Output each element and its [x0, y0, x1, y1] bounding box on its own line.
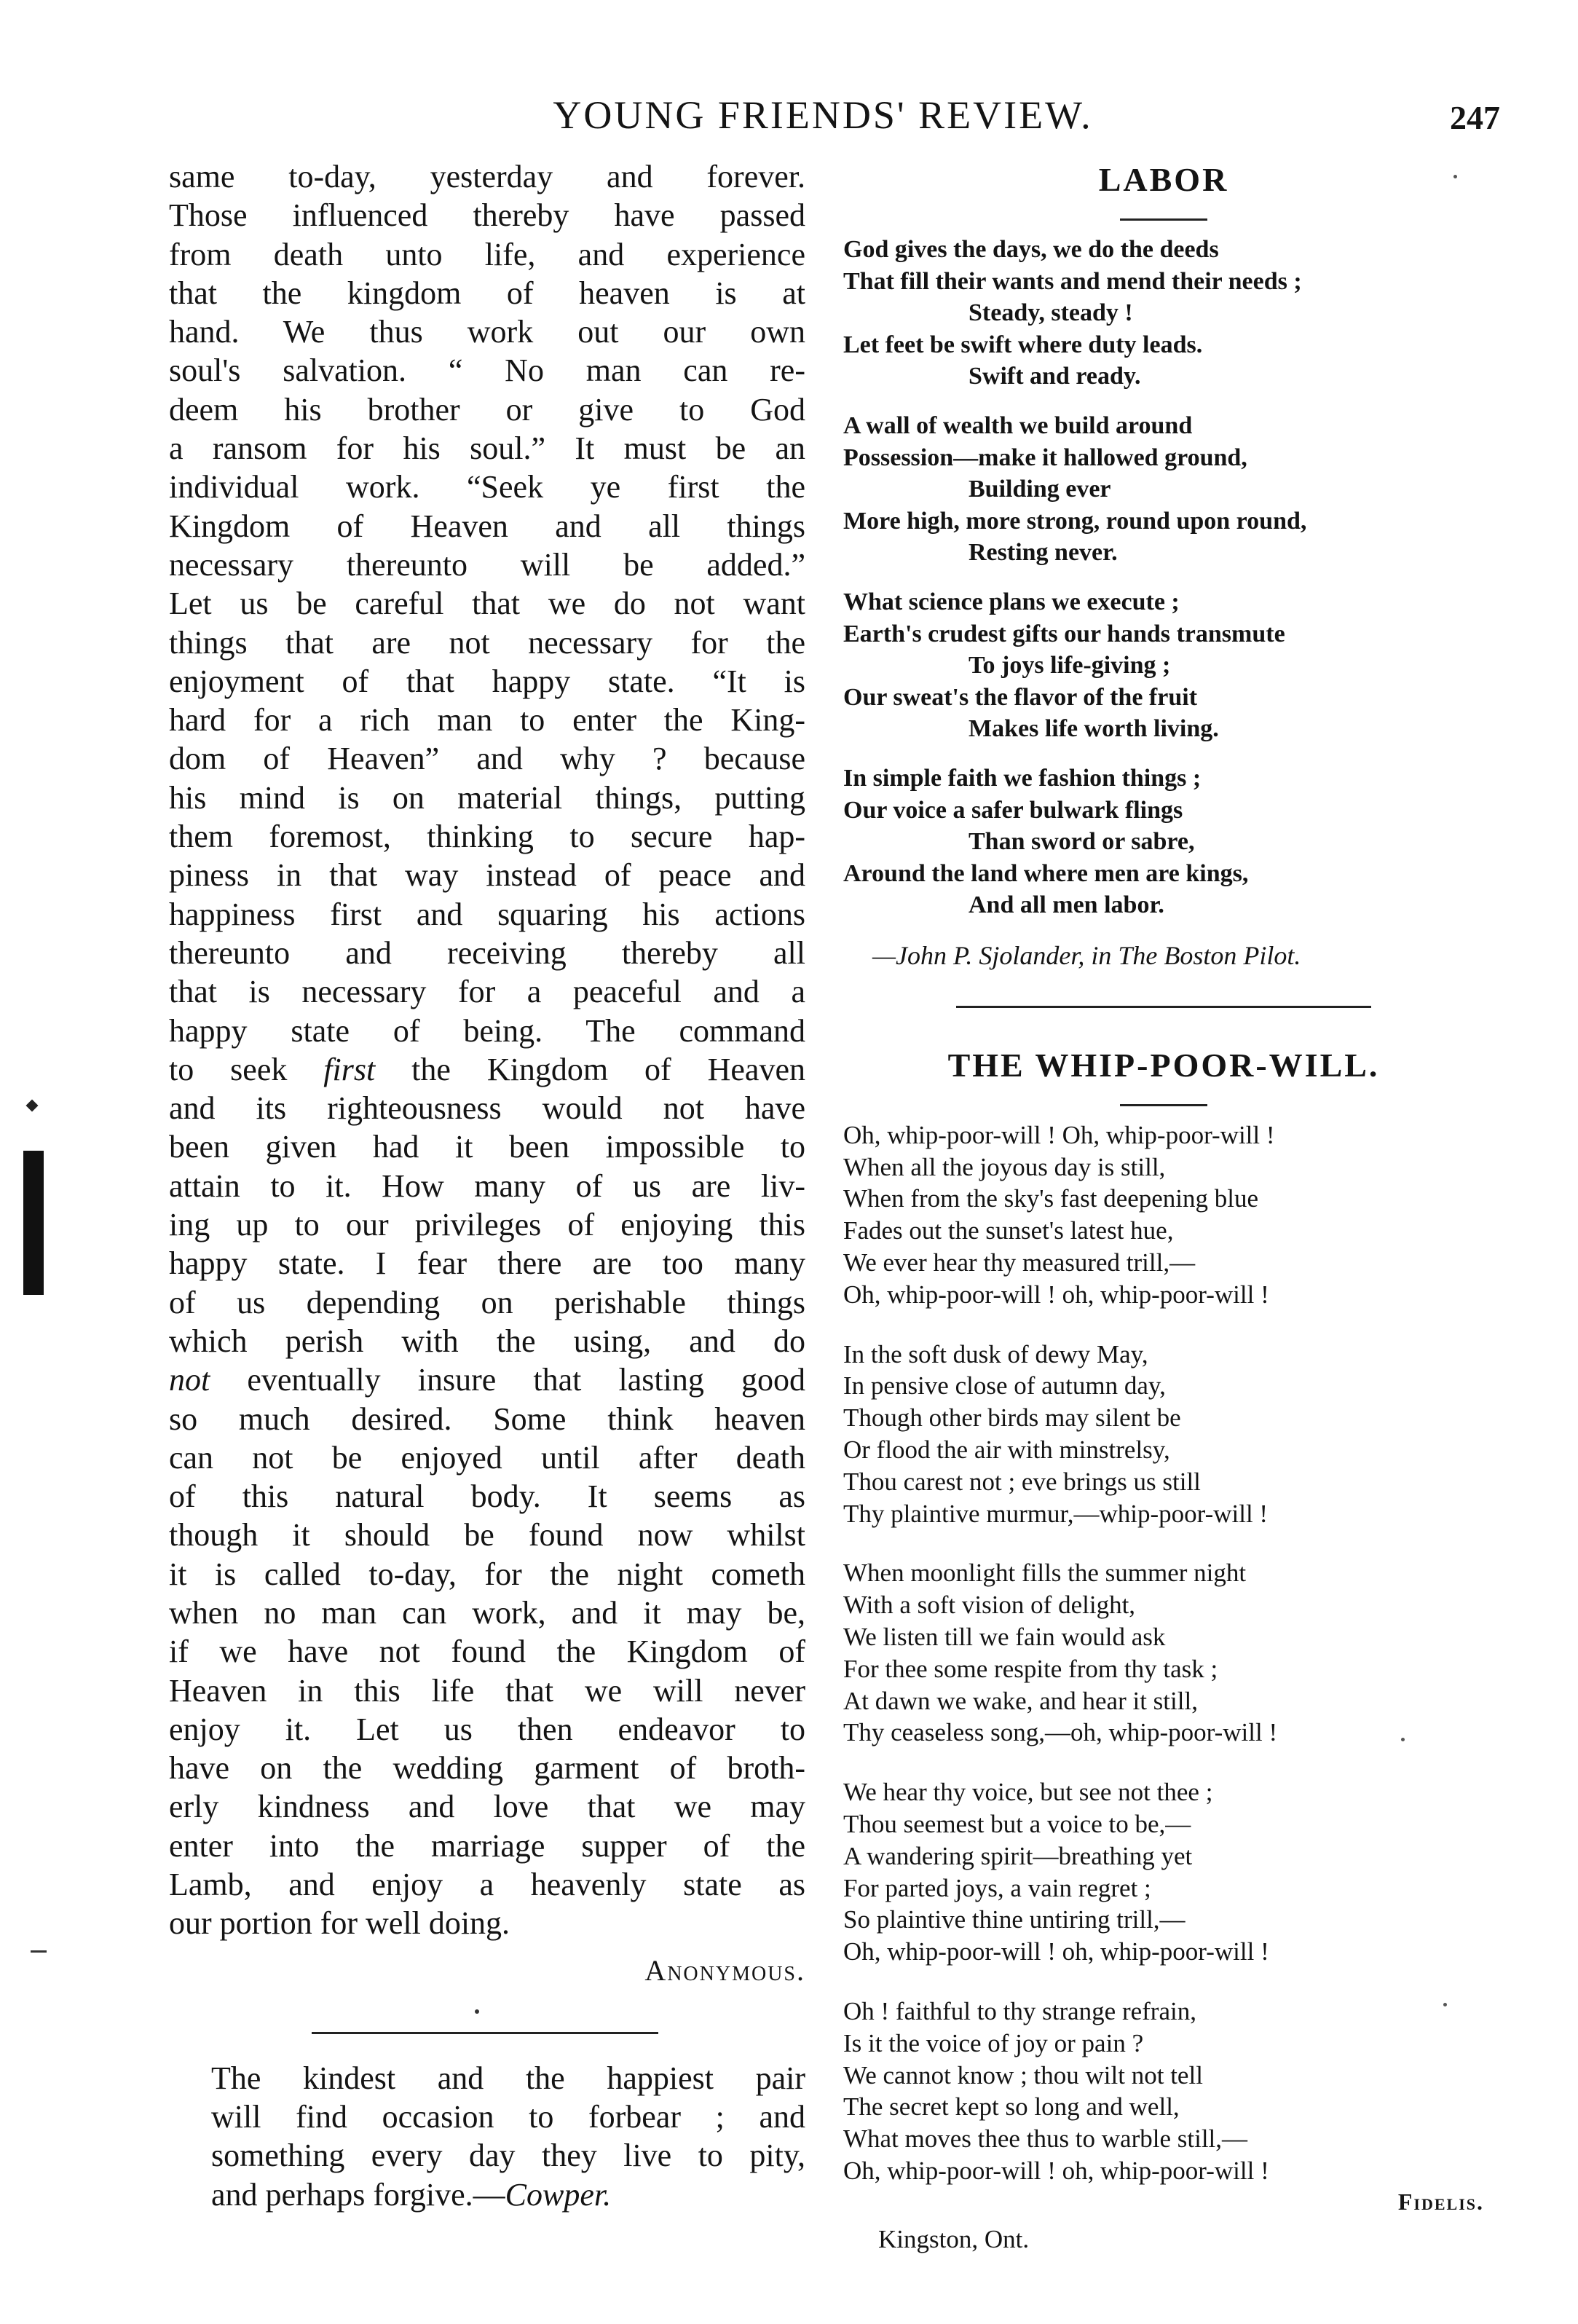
verse-line: Steady, steady ! [969, 299, 1133, 327]
verse-line: Thou seemest but a voice to be,— [843, 1810, 1191, 1839]
poem-divider [956, 1006, 1371, 1008]
margin-mark [26, 1100, 39, 1112]
verse-line: Oh ! faithful to thy strange refrain, [843, 1997, 1196, 2025]
verse-line: The secret kept so long and well, [843, 2092, 1180, 2122]
verse-line: In the soft dusk of dewy May, [843, 1339, 1148, 1368]
emphasis: not [169, 1362, 210, 1398]
verse-line: When moonlight fills the summer night [843, 1559, 1247, 1588]
verse-line: In pensive close of autumn day, [843, 1371, 1166, 1401]
essay-line: Kingdom of Heaven and all things [169, 508, 805, 544]
page-number: 247 [1450, 99, 1500, 136]
essay-line: Let us be careful that we do not want [169, 586, 805, 622]
verse-line: In simple faith we fashion things ; [843, 764, 1202, 792]
stanza [843, 586, 1484, 745]
margin-bar [23, 1151, 44, 1295]
verse-line: What moves thee thus to warble still,— [843, 2124, 1248, 2154]
poem-place: Kingston, Ont. [878, 2224, 1030, 2253]
essay-line: happy state. I fear there are too many [169, 1245, 805, 1282]
essay-line: happy state of being. The command [169, 1012, 805, 1049]
essay-signature: Anonymous. [644, 1953, 805, 1987]
verse-line: Fades out the sunset's latest hue, [843, 1216, 1174, 1245]
stray-mark [1401, 1738, 1405, 1741]
essay-line: enjoyment of that happy state. “It is [169, 663, 805, 699]
verse-line: When from the sky's fast deepening blue [843, 1184, 1259, 1213]
essay-line: individual work. “Seek ye first the [169, 469, 805, 505]
verse-line: Makes life worth living. [969, 715, 1219, 743]
labor-stanzas [843, 234, 1484, 921]
quote-line [211, 2175, 805, 2214]
verse-line: Thou carest not ; eve brings us still [843, 1467, 1201, 1496]
verse-line: We hear thy voice, but see not thee ; [843, 1778, 1213, 1807]
verse-line: Than sword or sabre, [969, 828, 1195, 856]
verse-line: With a soft vision of delight, [843, 1591, 1136, 1620]
verse-line: Around the land where men are kings, [843, 859, 1249, 887]
verse-line: Resting never. [969, 539, 1118, 567]
quote-line: The kindest and the happiest pair [211, 2060, 805, 2096]
essay-line: Those influenced thereby have passed [169, 197, 805, 234]
quote-line: will find occasion to forbear ; and [211, 2098, 805, 2135]
title-rule [1120, 1104, 1207, 1106]
quote-last-text: and perhaps forgive.— [211, 2176, 505, 2213]
stanza [843, 410, 1484, 569]
verse-line: Oh, whip-poor-will ! oh, whip-poor-will ! [843, 1937, 1269, 1966]
essay-line: Heaven in this life that we will never [169, 1672, 805, 1709]
essay-line: same to-day, yesterday and forever. [169, 159, 805, 194]
running-title: YOUNG FRIENDS' REVIEW. [553, 93, 1093, 137]
essay-line: it is called to-day, for the night cometh [169, 1556, 805, 1592]
poem-title-whippoorwill: THE WHIP-POOR-WILL. [947, 1046, 1380, 1084]
title-rule [1120, 218, 1207, 221]
essay-line: things that are not necessary for the [169, 624, 805, 661]
stanza [843, 1339, 1484, 1530]
divider-dot [475, 2009, 479, 2014]
verse-line: More high, more strong, round upon round, [843, 507, 1307, 535]
essay-line: dom of Heaven” and why ? because [169, 741, 805, 777]
verse-line: To joys life-giving ; [969, 652, 1171, 680]
verse-line: Possession—make it hallowed ground, [843, 444, 1247, 471]
quote-citation: Cowper. [505, 2176, 612, 2213]
essay-line: of us depending on perishable things [169, 1284, 805, 1320]
verse-line: Earth's crudest gifts our hands transmute [843, 620, 1285, 647]
stray-mark [1443, 2003, 1447, 2006]
labor-attribution: —John P. Sjolander, in The Boston Pilot. [872, 940, 1301, 970]
poem-whippoorwill [843, 1044, 1484, 2256]
stray-mark [1453, 175, 1457, 178]
essay-line: that is necessary for a peaceful and a [169, 974, 805, 1010]
essay-line: thereunto and receiving thereby all [169, 934, 805, 971]
quote-line: something every day they live to pity, [211, 2138, 805, 2174]
essay-line: ing up to our privileges of enjoying this [169, 1207, 805, 1243]
right-column [843, 159, 1484, 2256]
essay-line: have on the wedding garment of broth- [169, 1750, 805, 1787]
verse-line: Let feet be swift where duty leads. [843, 331, 1203, 358]
verse-line: We cannot know ; thou wilt not tell [843, 2060, 1203, 2089]
margin-dash [31, 1950, 47, 1953]
verse-line: Building ever [969, 476, 1111, 503]
stanza [843, 1557, 1484, 1749]
essay-line: when no man can work, and it may be, [169, 1594, 805, 1631]
verse-line: Our sweat's the flavor of the fruit [843, 683, 1198, 711]
essay-line: can not be enjoyed until after death [169, 1439, 805, 1476]
verse-line: When all the joyous day is still, [843, 1152, 1166, 1181]
essay-line: though it should be found now whilst [169, 1517, 805, 1553]
essay-line: happiness first and squaring his actions [169, 896, 805, 932]
essay-line: Lamb, and enjoy a heavenly state as [169, 1867, 805, 1903]
stanza [843, 763, 1484, 921]
stanza [843, 1776, 1484, 1968]
stanza [843, 1996, 1484, 2187]
verse-line: Oh, whip-poor-will ! oh, whip-poor-will ! [843, 2156, 1269, 2185]
poem-signoff: Fidelis. [1397, 2188, 1484, 2215]
verse-line: So plaintive thine untiring trill,— [843, 1905, 1186, 1934]
essay-line: erly kindness and love that we may [169, 1789, 805, 1825]
essay-line: from death unto life, and experience [169, 236, 805, 272]
verse-line: We ever hear thy measured trill,— [843, 1248, 1196, 1277]
verse-line: Oh, whip-poor-will ! oh, whip-poor-will ! [843, 1280, 1269, 1309]
verse-line: Though other birds may silent be [843, 1403, 1181, 1433]
essay-line: a ransom for his soul.” It must be an [169, 430, 805, 467]
verse-line: Oh, whip-poor-will ! Oh, whip-poor-will ! [843, 1120, 1275, 1149]
essay-text [169, 157, 805, 1943]
stanza [843, 1119, 1484, 1311]
essay-line: deem his brother or give to God [169, 391, 805, 428]
essay-line: soul's salvation. “ No man can re- [169, 352, 805, 389]
essay-line: his mind is on material things, putting [169, 779, 805, 816]
verse-line: For thee some respite from thy task ; [843, 1654, 1218, 1683]
verse-line: Swift and ready. [969, 363, 1141, 390]
essay-line: necessary thereunto will be added.” [169, 546, 805, 583]
essay-line: so much desired. Some think heaven [169, 1401, 805, 1437]
essay-line: of this natural body. It seems as [169, 1478, 805, 1515]
essay-line: and its righteousness would not have [169, 1090, 805, 1127]
verse-line: Is it the voice of joy or pain ? [843, 2028, 1144, 2057]
poem-title-labor: LABOR [1098, 161, 1229, 198]
verse-line: Thy ceaseless song,—oh, whip-poor-will ! [843, 1718, 1278, 1747]
cowper-quote [211, 2059, 805, 2214]
stanza [843, 234, 1484, 393]
verse-line: What science plans we execute ; [843, 588, 1180, 615]
verse-line: For parted joys, a vain regret ; [843, 1873, 1151, 1902]
essay-line: which perish with the using, and do [169, 1323, 805, 1359]
verse-line: And all men labor. [969, 891, 1164, 919]
verse-line: Thy plaintive murmur,—whip-poor-will ! [843, 1499, 1269, 1528]
verse-line: We listen till we fain would ask [843, 1623, 1166, 1652]
essay-line: to seek first the Kingdom of Heaven [169, 1051, 805, 1087]
emphasis: first [323, 1051, 376, 1087]
essay-line: enjoy it. Let us then endeavor to [169, 1711, 805, 1747]
essay-line: hard for a rich man to enter the King- [169, 702, 805, 738]
left-column [169, 157, 805, 2214]
essay-line: that the kingdom of heaven is at [169, 275, 805, 311]
whippoorwill-stanzas [843, 1119, 1484, 2187]
essay-line: them foremost, thinking to secure hap- [169, 819, 805, 855]
essay-line: piness in that way instead of peace and [169, 857, 805, 894]
verse-line: A wandering spirit—breathing yet [843, 1841, 1193, 1870]
verse-line: At dawn we wake, and hear it still, [843, 1686, 1198, 1715]
essay-line: not eventually insure that lasting good [169, 1362, 805, 1398]
verse-line: That fill their wants and mend their needs ; [843, 267, 1302, 295]
section-divider [312, 2032, 658, 2034]
essay-line: been given had it been impossible to [169, 1129, 805, 1165]
essay-line: enter into the marriage supper of the [169, 1827, 805, 1864]
verse-line: Our voice a safer bulwark flings [843, 796, 1183, 824]
poem-labor [843, 159, 1484, 972]
verse-line: God gives the days, we do the deeds [843, 236, 1219, 263]
verse-line: A wall of wealth we build around [843, 411, 1193, 439]
essay-line: our portion for well doing. [169, 1905, 510, 1942]
essay-line: if we have not found the Kingdom of [169, 1634, 805, 1670]
essay-line: hand. We thus work out our own [169, 314, 805, 350]
essay-line: attain to it. How many of us are liv- [169, 1167, 805, 1204]
verse-line: Or flood the air with minstrelsy, [843, 1435, 1170, 1465]
